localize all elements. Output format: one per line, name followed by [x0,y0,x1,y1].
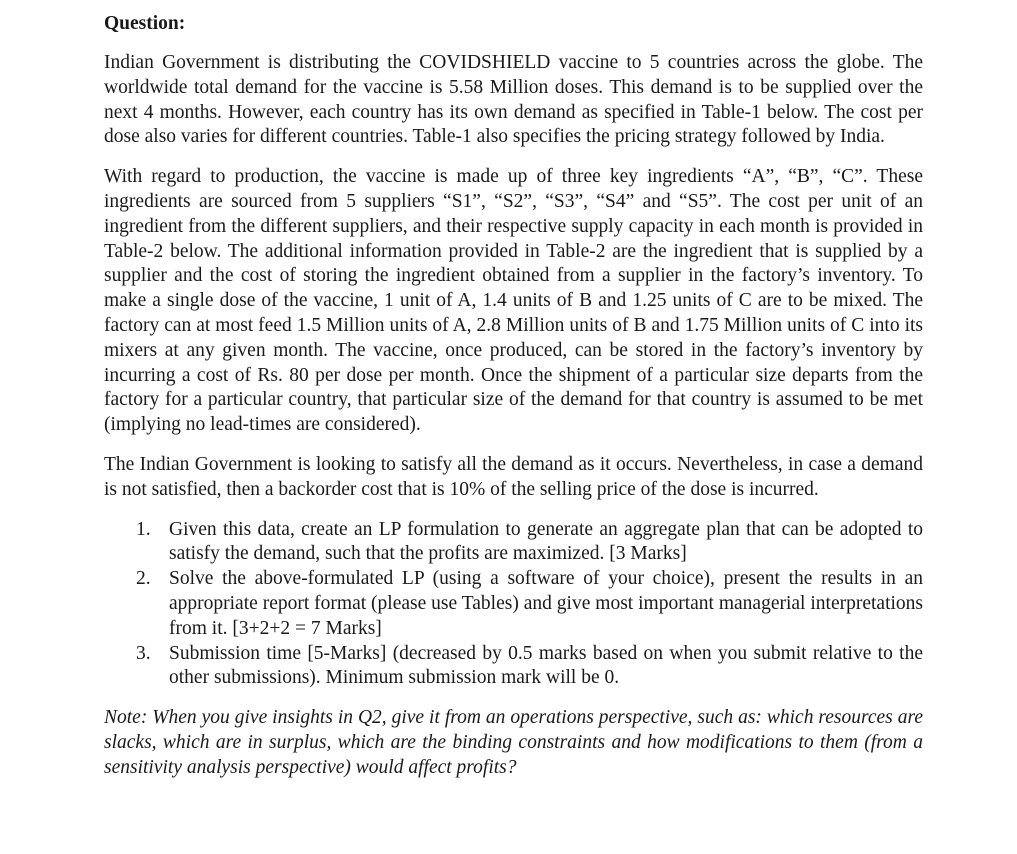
question-text: Submission time [5-Marks] (decreased by 0.5 marks based on when you submit relative to the other submissions). Minimum submission mark will be 0. [169,642,923,689]
question-text: Solve the above-formulated LP (using a software of your choice), present the results in an appropriate report format (please use Tables) and give most important managerial interpretations from it. [3+2+2 = 7 Marks] [169,568,923,639]
question-number: 3. [136,642,151,664]
question-item-3 [104,642,923,692]
question-number: 1. [136,518,151,540]
question-item-1 [104,518,923,568]
question-list [104,518,923,692]
paragraph-production: With regard to production, the vaccine is made up of three key ingredients “A”, “B”, “C”. These ingredients are sourced from 5 suppliers “S1”, “S2”, “S3”, “S4” and “S5”. The cost per unit of an ingredient from the different suppliers, and their respective supply capacity in each month is provided in Table-2 below. The additional information provided in Table-2 are the ingredient that is supplied by a supplier and the cost of storing the ingredient obtained from a supplier in the factory’s inventory. To make a single dose of the vaccine, 1 unit of A, 1.4 units of B and 1.25 units of C are to be mixed. The factory can at most feed 1.5 Million units of A, 2.8 Million units of B and 1.75 Million units of C into its mixers at any given month. The vaccine, once produced, can be stored in the factory’s inventory by incurring a cost of Rs. 80 per dose per month. Once the shipment of a particular size departs from the factory for a particular country, that particular size of the demand for that country is assumed to be met (implying no lead-times are considered). [104,166,923,436]
question-text: Given this data, create an LP formulation to generate an aggregate plan that can be adopted to satisfy the demand, such that the profits are maximized. [3 Marks] [169,518,923,565]
note-paragraph: Note: When you give insights in Q2, give it from an operations perspective, such as: which resources are slacks, which are in surplus, which are the binding constraints and how modifications to them (from a sensitivity analysis perspective) would affect profits? [104,707,923,778]
paragraph-intro: Indian Government is distributing the COVIDSHIELD vaccine to 5 countries across the globe. The worldwide total demand for the vaccine is 5.58 Million doses. This demand is to be supplied over the next 4 months. However, each country has its own demand as specified in Table-1 below. The cost per dose also varies for different countries. Table-1 also specifies the pricing strategy followed by India. [104,52,923,148]
document-page [104,12,923,781]
question-item-2 [104,567,923,641]
paragraph-backorder: The Indian Government is looking to satisfy all the demand as it occurs. Nevertheless, in case a demand is not satisfied, then a backorder cost that is 10% of the selling price of the dose is incurred. [104,453,923,500]
question-heading: Question: [104,13,186,34]
question-number: 2. [136,568,151,590]
